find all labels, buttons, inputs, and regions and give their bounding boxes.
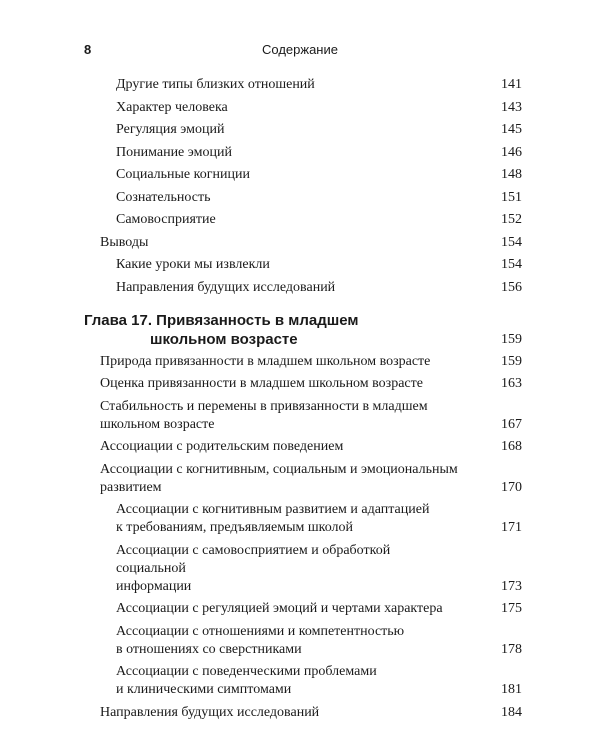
toc-entry-page: 141 [501,77,522,92]
toc-entry-page: 170 [501,479,522,495]
toc-entry [84,99,522,117]
toc-entry [84,542,522,596]
toc-entry-title-line: Природа привязанности в младшем школьном возрасте [100,353,431,369]
toc-entry [84,663,522,699]
toc-entry-page: 173 [501,578,522,594]
toc-entry-page: 184 [501,704,522,720]
toc-entry [84,501,522,537]
toc-entry-page: 171 [501,520,522,535]
running-title: Содержание [262,42,338,57]
toc-entry [84,121,522,139]
toc-top-list [84,76,522,297]
chapter-heading [84,311,522,349]
toc-entry-title: Социальные когниции [116,167,250,182]
toc-entry-title-line: Ассоциации с когнитивным, социальным и эмоциональным [100,461,458,477]
toc-entry-title-line: Направления будущих исследований [100,704,320,720]
toc-entry-title-line: Ассоциации с родительским поведением [100,439,344,454]
toc-entry-page: 154 [501,234,522,250]
toc-entry [84,704,522,722]
toc-entry [84,279,522,297]
toc-entry-page: 151 [501,189,522,205]
toc-entry [84,398,522,434]
chapter-page-number: 159 [501,331,522,347]
toc-bottom-list [84,353,522,722]
toc-entry-page: 143 [501,99,522,115]
toc-entry-page: 178 [501,641,522,657]
toc-entry-page: 159 [501,353,522,369]
toc-entry-title-line: Ассоциации с отношениями и компетентностью [116,623,405,639]
toc-entry-page: 175 [501,601,522,616]
page-number: 8 [84,42,92,57]
toc-entry-title: Направления будущих исследований [116,279,336,295]
table-of-contents [84,76,522,726]
toc-entry-title-line: школьном возрасте [100,416,215,432]
toc-entry-title-line: Ассоциации с поведенческими проблемами [116,664,377,679]
toc-entry-title: Понимание эмоций [116,144,232,160]
toc-entry-title-line: развитием [100,479,162,495]
toc-entry-page: 152 [501,212,522,227]
toc-entry-title: Характер человека [116,99,228,115]
toc-entry [84,375,522,393]
toc-entry-title-line: к требованиям, предъявляемым школой [116,520,354,535]
toc-entry [84,623,522,659]
toc-entry [84,256,522,274]
toc-entry-title: Регуляция эмоций [116,122,225,137]
toc-entry-title: Другие типы близких отношений [116,77,315,92]
toc-entry-page: 181 [501,682,522,697]
toc-entry-page: 154 [501,257,522,272]
toc-entry-page: 146 [501,144,522,160]
toc-entry-title: Самовосприятие [116,212,216,227]
toc-entry [84,438,522,456]
toc-entry [84,189,522,207]
toc-entry-title-line: Стабильность и перемены в привязанности в младшем [100,398,428,414]
toc-entry-title: Какие уроки мы извлекли [116,257,270,272]
toc-entry-title-line: Оценка привязанности в младшем школьном возрасте [100,376,423,391]
toc-entry-title-line: информации [116,578,192,594]
toc-entry-page: 163 [501,376,522,391]
toc-entry [84,234,522,252]
toc-entry-title-line: в отношениях со сверстниками [116,641,302,657]
toc-entry [84,211,522,229]
chapter-title-line-2: школьном возрасте [150,330,298,348]
toc-entry-title: Выводы [100,234,149,250]
toc-entry-title-line: Ассоциации с самовосприятием и обработкой социальной [116,542,391,576]
toc-entry-title-line: и клиническими симптомами [116,682,292,697]
toc-entry [84,353,522,371]
toc-entry-title: Сознательность [116,189,211,205]
toc-entry [84,76,522,94]
page-header [84,42,516,62]
toc-entry-page: 156 [501,279,522,295]
toc-entry-page: 148 [501,167,522,182]
toc-entry-page: 145 [501,122,522,137]
toc-entry-title-line: Ассоциации с регуляцией эмоций и чертами характера [116,601,443,616]
toc-entry [84,166,522,184]
toc-entry [84,600,522,618]
toc-entry [84,144,522,162]
toc-entry [84,461,522,497]
toc-entry-page: 168 [501,439,522,454]
toc-entry-page: 167 [501,416,522,432]
chapter-title-line-1: Глава 17. Привязанность в младшем [84,311,359,329]
toc-entry-title-line: Ассоциации с когнитивным развитием и адаптацией [116,502,430,517]
